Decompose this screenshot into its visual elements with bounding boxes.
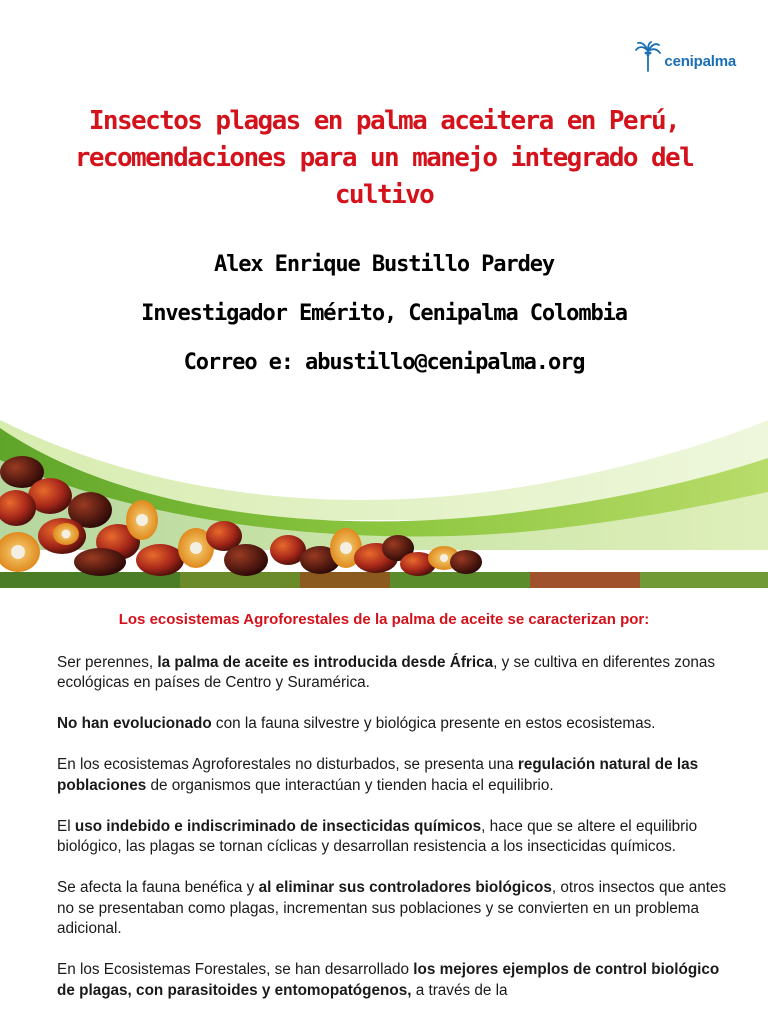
bold-text: al eliminar sus controladores biológicos: [258, 879, 552, 896]
title-line: cultivo: [334, 180, 434, 210]
text-run: de organismos que interactúan y tienden hacia el equilibrio.: [146, 776, 554, 794]
slide-title: [40, 103, 728, 214]
text-run: En los ecosistemas Agroforestales no disturbados, se presenta una: [57, 756, 518, 773]
bold-text: regulación natural de las poblaciones: [57, 756, 699, 794]
text-run: , hace que se altere el equilibrio biológico, las plagas se tornan cíclicas y desarrollan resistencia a los insecticidas químicos.: [57, 817, 698, 855]
palm-tree-icon: [635, 41, 661, 73]
title-line: recomendaciones para un manejo integrado del: [74, 143, 694, 173]
text-run: Ser perennes,: [57, 653, 158, 671]
paragraph: [57, 714, 737, 735]
paragraph: [57, 960, 737, 1001]
bold-text: No han evolucionado: [57, 715, 212, 732]
text-run: El: [57, 817, 75, 835]
logo-text: cenipalma: [664, 52, 736, 70]
paragraph: [57, 817, 737, 858]
cenipalma-logo: [635, 40, 736, 74]
text-run: Se afecta la fauna benéfica y: [57, 879, 259, 896]
text-run: En los Ecosistemas Forestales, se han desarrollado: [57, 961, 414, 978]
bold-text: uso indebido e indiscriminado de insecticidas químicos: [74, 817, 482, 835]
text-run: con la fauna silvestre y biológica presente en estos ecosistemas.: [211, 715, 656, 732]
document-body: [57, 610, 737, 1022]
author-email: Correo e: abustillo@cenipalma.org: [183, 350, 585, 375]
text-run: , otros insectos que antes no se presentaban como plagas, incrementan sus poblaciones y se convierten en un problema adicional.: [57, 879, 727, 937]
palm-fruit-illustration: [0, 400, 768, 588]
title-line: Insectos plagas en palma aceitera en Perú,: [88, 106, 680, 136]
palm-fruit-banner: [0, 400, 768, 588]
paragraph: [57, 653, 737, 694]
paragraph: [57, 878, 737, 940]
section-heading: Los ecosistemas Agroforestales de la palma de aceite se caracterizan por:: [118, 611, 650, 628]
text-run: a través de la: [411, 981, 508, 999]
author-name: Alex Enrique Bustillo Pardey: [213, 252, 555, 277]
author-role: Investigador Emérito, Cenipalma Colombia: [141, 301, 627, 326]
paragraph: [57, 755, 737, 796]
bold-text: los mejores ejemplos de control biológico de plagas, con parasitoides y entomopatógenos,: [57, 961, 720, 999]
paragraph-list: [57, 653, 737, 1002]
bold-text: la palma de aceite es introducida desde África: [157, 653, 494, 671]
text-run: , y se cultiva en diferentes zonas ecológicas en países de Centro y Suramérica.: [57, 653, 716, 691]
